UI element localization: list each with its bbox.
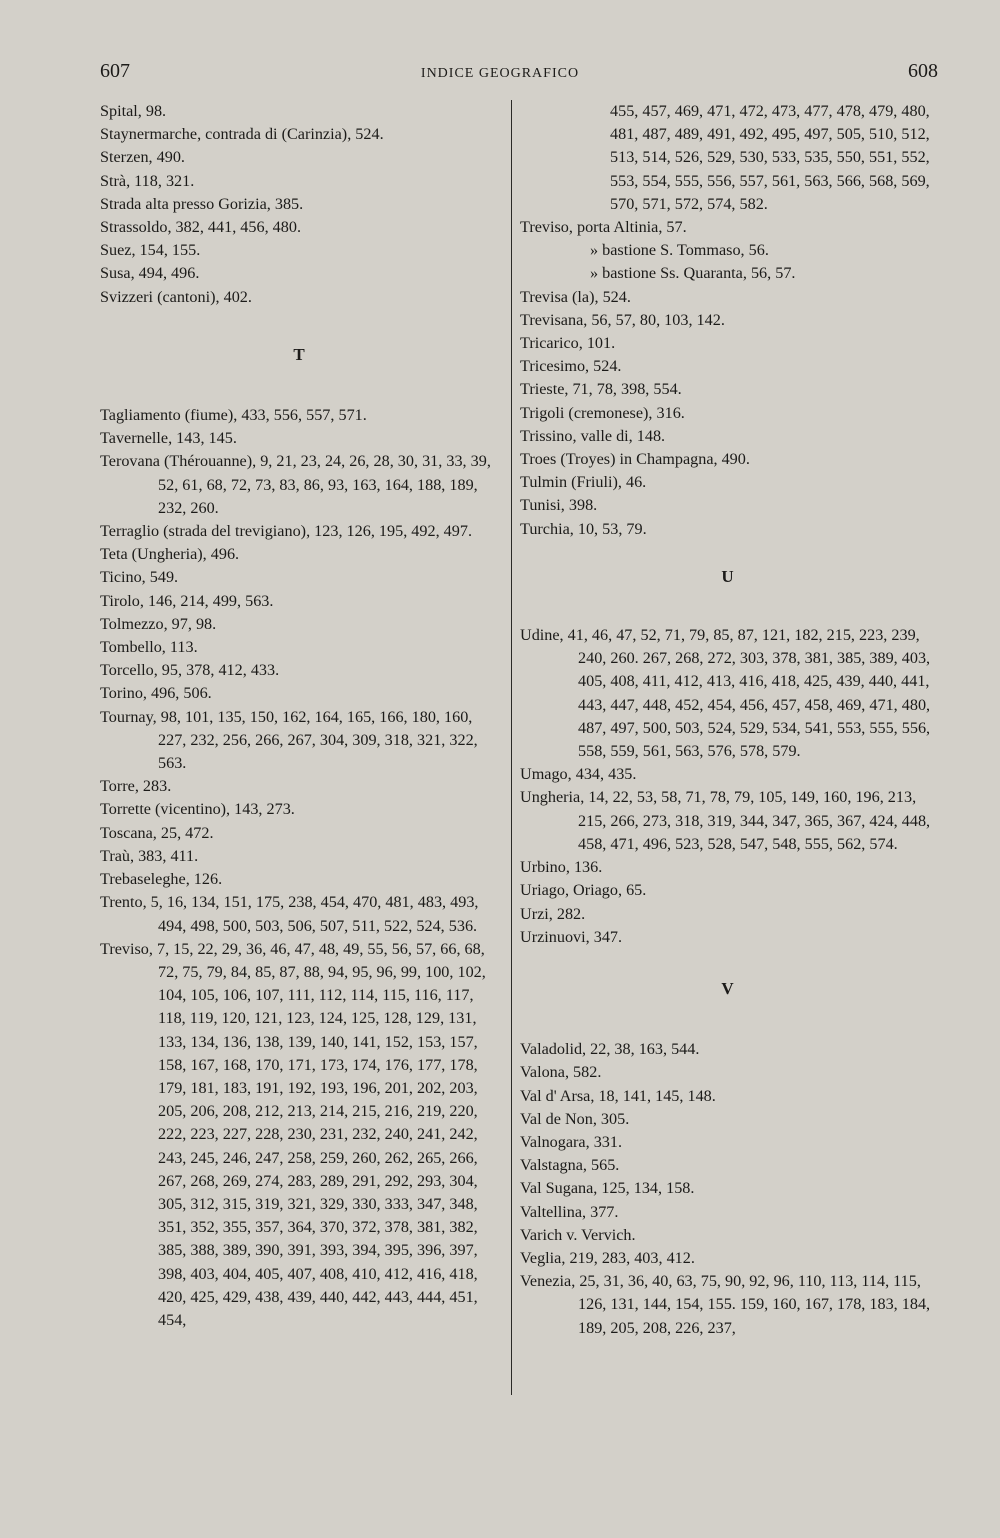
index-entry: Udine, 41, 46, 47, 52, 71, 79, 85, 87, 121, 182, 215, 223, 239, 240, 260. 267, 268, 272, 303, 378, 381, 385, 389, 403, 405, 408, 411, 412, 413, 416, 418, 425, 439, 440, 441, 443, 447, 448, 452, 454, 456, 457, 458, 469, 471, 480, 487, 497, 500, 503, 524, 529, 534, 541, 553, 555, 556, 558, 559, 561, 563, 576, 578, 579. [520, 626, 931, 761]
index-entry: Spital, 98. [100, 102, 167, 120]
index-entry: Tolmezzo, 97, 98. [100, 614, 217, 633]
index-entry: Sterzen, 490. [100, 148, 185, 167]
index-entry: Torino, 496, 506. [100, 684, 212, 703]
index-entry: Tricesimo, 524. [520, 357, 622, 376]
index-entry: Strassoldo, 382, 441, 456, 480. [100, 218, 302, 237]
index-entry: Torcello, 95, 378, 412, 433. [100, 661, 280, 680]
index-entry: Val Sugana, 125, 134, 158. [520, 1179, 695, 1198]
index-entry: Venezia, 25, 31, 36, 40, 63, 75, 90, 92, 96, 110, 113, 114, 115, 126, 131, 144, 154, 155. 159, 160, 167, 178, 183, 184, 189, 205, 208, 226, 237, [520, 1272, 931, 1337]
index-entry: Veglia, 219, 283, 403, 412. [520, 1248, 695, 1267]
page-number-left: 607 [100, 60, 130, 82]
index-entry: Treviso, porta Altinia, 57. [520, 218, 687, 237]
treviso-continuation: 455, 457, 469, 471, 472, 473, 477, 478, 479, 480, 481, 487, 489, 491, 492, 495, 497, 505, 510, 512, 513, 514, 526, 529, 530, 533, 535, 550, 551, 552, 553, 554, 555, 556, 557, 561, 563, 566, 568, 569, 570, 571, 572, 574, 582. [610, 102, 930, 213]
index-block-v [520, 1038, 935, 1340]
index-entry: Strada alta presso Gorizia, 385. [100, 194, 304, 213]
index-subentry: » bastione Ss. Quaranta, 56, 57. [590, 264, 796, 283]
index-entry: Traù, 383, 411. [100, 846, 199, 865]
index-entry: Urzinuovi, 347. [520, 927, 623, 946]
right-column [520, 100, 935, 1340]
index-entry: Terovana (Thérouanne), 9, 21, 23, 24, 26, 28, 30, 31, 33, 39, 52, 61, 68, 72, 73, 83, 86, 93, 163, 164, 188, 189, 232, 260. [100, 452, 491, 517]
index-entry: Staynermarche, contrada di (Carinzia), 524. [100, 125, 384, 144]
index-entry: Urbino, 136. [520, 858, 603, 877]
index-entry: Terraglio (strada del trevigiano), 123, 126, 195, 492, 497. [100, 522, 472, 541]
index-entry: Trigoli (cremonese), 316. [520, 403, 685, 422]
index-entry: Valadolid, 22, 38, 163, 544. [520, 1040, 700, 1059]
index-entry: Val de Non, 305. [520, 1109, 630, 1128]
section-letter-u: U [721, 566, 734, 586]
index-entry: Tulmin (Friuli), 46. [520, 473, 647, 492]
index-entry: Trieste, 71, 78, 398, 554. [520, 380, 682, 399]
index-entry: Tournay, 98, 101, 135, 150, 162, 164, 165, 166, 180, 160, 227, 232, 256, 266, 267, 304, 309, 318, 321, 322, 563. [100, 707, 478, 773]
index-entry: Teta (Ungheria), 496. [100, 545, 240, 564]
index-block-u [520, 624, 935, 949]
index-entry: Trevisa (la), 524. [520, 287, 631, 306]
index-entry: Suez, 154, 155. [100, 241, 201, 260]
index-entry: Valona, 582. [520, 1063, 602, 1082]
index-entry: Ungheria, 14, 22, 53, 58, 71, 78, 79, 105, 149, 160, 196, 213, 215, 266, 273, 318, 319, 344, 347, 365, 367, 424, 448, 458, 471, 496, 523, 528, 547, 548, 555, 562, 574. [520, 788, 931, 853]
index-entry: Susa, 494, 496. [100, 264, 200, 283]
index-entry: Tirolo, 146, 214, 499, 563. [100, 591, 274, 610]
index-entry: Trento, 5, 16, 134, 151, 175, 238, 454, 470, 481, 483, 493, 494, 498, 500, 503, 506, 507, 511, 522, 524, 536. [100, 893, 479, 935]
index-entry-treviso: Treviso, 7, 15, 22, 29, 36, 46, 47, 48, 49, 55, 56, 57, 66, 68, 72, 75, 79, 84, 85, 87, 88, 94, 95, 96, 99, 100, 102, 104, 105, 106, 107, 111, 112, 114, 115, 116, 117, 118, 119, 120, 121, 123, 124, 125, 128, 129, 131, 133, 134, 136, 138, 139, 140, 141, 152, 153, 157, 158, 167, 168, 170, 171, 173, 174, 176, 177, 178, 179, 181, 183, 191, 192, 193, 196, 201, 202, 203, 205, 206, 208, 212, 213, 214, 215, 216, 219, 220, 222, 223, 227, 228, 230, 231, 232, 240, 241, 242, 243, 245, 246, 247, 258, 259, 260, 262, 265, 266, 267, 268, 269, 274, 283, 289, 291, 292, 293, 304, 305, 312, 315, 319, 321, 329, 330, 333, 347, 348, 351, 352, 355, 357, 364, 370, 372, 378, 381, 382, 385, 388, 389, 390, 391, 393, 394, 395, 396, 397, 398, 403, 404, 405, 407, 408, 410, 412, 416, 418, 420, 425, 429, 438, 439, 440, 442, 443, 444, 451, 454, [100, 939, 486, 1329]
section-letter-t: T [293, 344, 305, 364]
index-entry: Uriago, Oriago, 65. [520, 881, 647, 900]
index-entry: Tunisi, 398. [520, 496, 598, 515]
page-number-right: 608 [908, 60, 938, 82]
index-entry: Turchia, 10, 53, 79. [520, 519, 647, 538]
index-entry: Valnogara, 331. [520, 1132, 623, 1151]
index-subentry: » bastione S. Tommaso, 56. [590, 241, 769, 260]
index-block-t [100, 404, 498, 1332]
index-block-tr [520, 216, 935, 541]
index-block-s [100, 100, 498, 309]
index-entry: Trissino, valle di, 148. [520, 426, 666, 445]
left-column [100, 100, 498, 1332]
index-entry: Trevisana, 56, 57, 80, 103, 142. [520, 310, 725, 329]
index-entry: Tombello, 113. [100, 638, 198, 657]
column-divider [511, 100, 512, 1395]
index-entry: Torre, 283. [100, 777, 172, 796]
index-entry: Varich v. Vervich. [520, 1225, 636, 1244]
index-entry: Trebaseleghe, 126. [100, 870, 223, 889]
index-entry: Tricarico, 101. [520, 334, 616, 353]
index-entry: Ticino, 549. [100, 568, 179, 587]
index-entry: Valstagna, 565. [520, 1156, 620, 1175]
section-letter-v: V [721, 978, 734, 998]
index-entry: Troes (Troyes) in Champagna, 490. [520, 450, 750, 469]
index-entry: Tagliamento (fiume), 433, 556, 557, 571. [100, 406, 367, 425]
index-entry: Svizzeri (cantoni), 402. [100, 287, 252, 306]
index-entry: Val d' Arsa, 18, 141, 145, 148. [520, 1086, 716, 1105]
running-title: INDICE GEOGRAFICO [420, 66, 580, 81]
index-entry: Umago, 434, 435. [520, 765, 637, 784]
index-entry: Urzi, 282. [520, 904, 586, 923]
index-entry: Tavernelle, 143, 145. [100, 429, 237, 448]
index-entry: Valtellina, 377. [520, 1202, 619, 1221]
index-entry: Toscana, 25, 472. [100, 823, 214, 842]
index-entry: Strà, 118, 321. [100, 171, 195, 190]
index-entry: Torrette (vicentino), 143, 273. [100, 800, 295, 819]
